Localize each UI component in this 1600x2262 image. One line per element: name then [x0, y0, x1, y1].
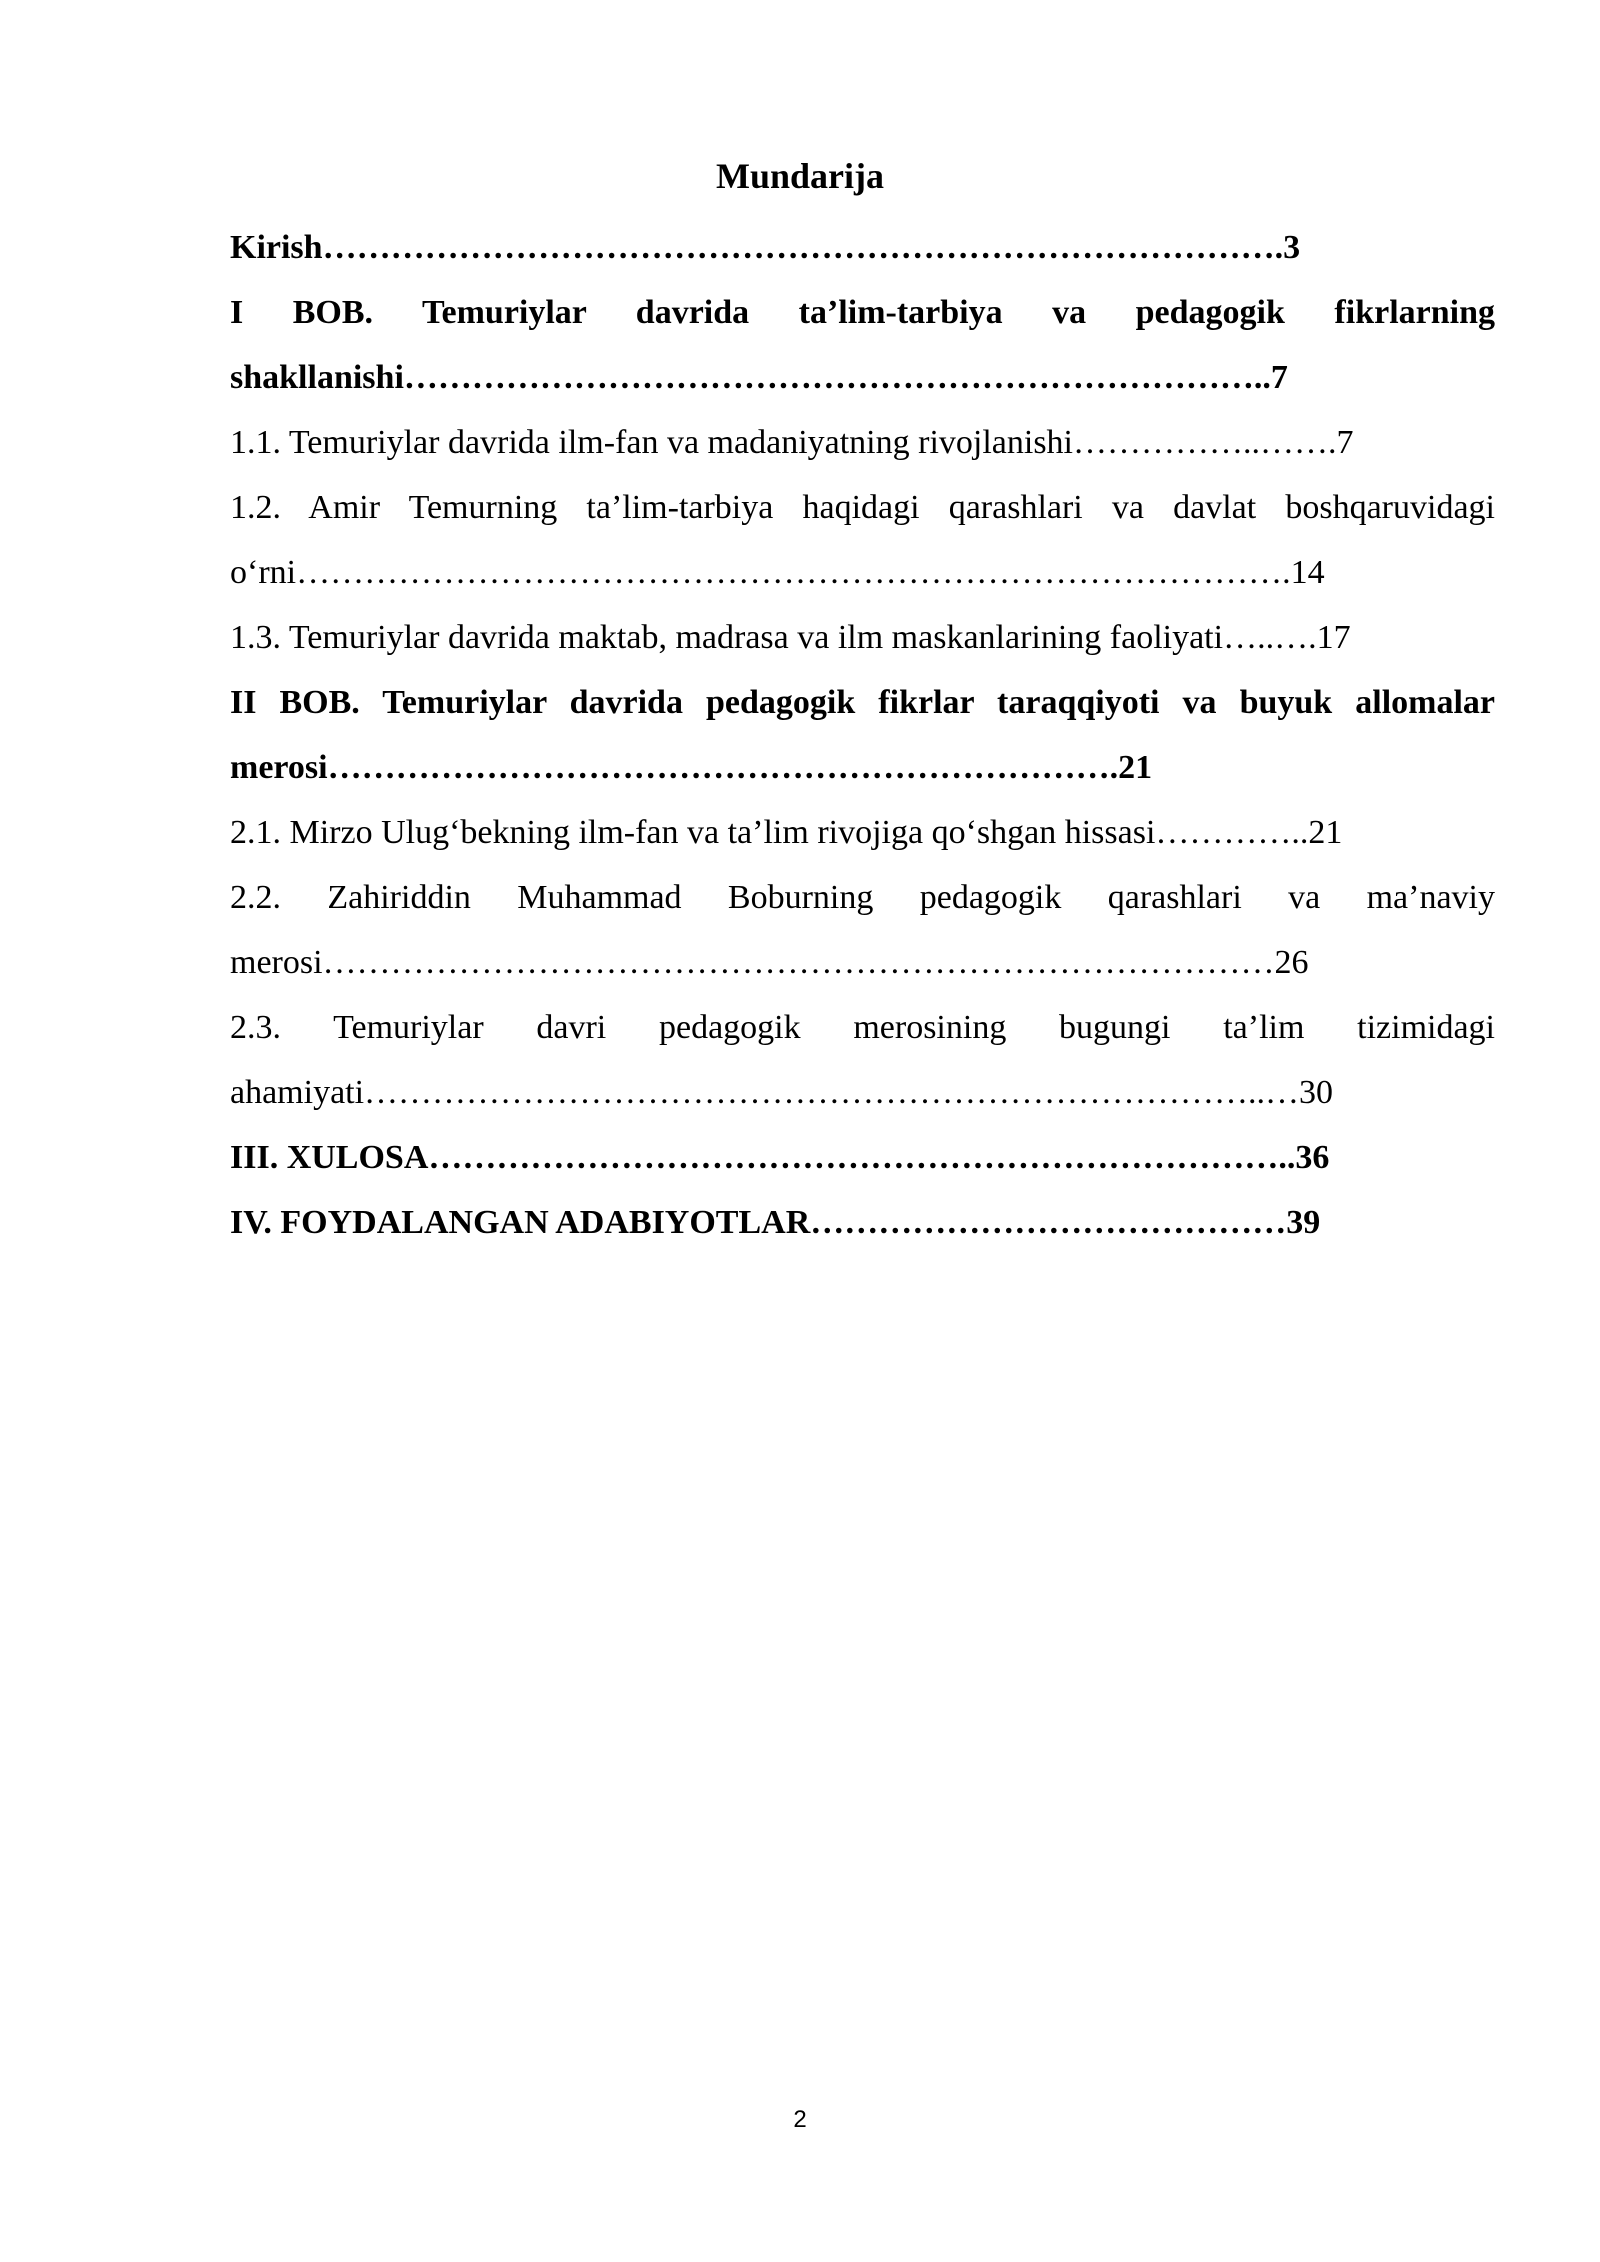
toc-line-references: IV. FOYDALANGAN ADABIYOTLAR……………………………………39	[230, 1204, 1321, 1241]
toc-line-section-1-2: 1.2. Amir Temurning ta’lim-tarbiya haqidagi qarashlari va davlat boshqaruvidagi	[230, 489, 1495, 526]
toc-line-section-1-3: 1.3. Temuriylar davrida maktab, madrasa va ilm maskanlarining faoliyati…..….17	[230, 619, 1351, 656]
toc-line-chapter-2-title: II BOB. Temuriylar davrida pedagogik fikrlar taraqqiyoti va buyuk allomalar	[230, 684, 1495, 721]
toc-line-section-2-2: 2.2. Zahiriddin Muhammad Boburning pedagogik qarashlari va ma’naviy	[230, 879, 1495, 916]
toc-line-section-2-3-cont: ahamiyati……………………………………………………………………..…30	[230, 1074, 1334, 1111]
toc-line-section-2-2-cont: merosi…………………………………………………………………………26	[230, 944, 1309, 981]
toc-line-section-1-2-cont: o‘rni…………………………………………………………………………….14	[230, 554, 1325, 591]
toc-line-section-2-1: 2.1. Mirzo Ulug‘bekning ilm-fan va ta’lim rivojiga qo‘shgan hissasi…………..21	[230, 814, 1343, 851]
toc-line-section-2-3: 2.3. Temuriylar davri pedagogik merosining bugungi ta’lim tizimidagi	[230, 1009, 1495, 1046]
toc-line-conclusion: III. XULOSA…………………………………………………………………..36	[230, 1139, 1330, 1176]
toc-line-introduction: Kirish………………………………………………………………………….3	[230, 229, 1301, 266]
table-of-contents	[230, 215, 1495, 1255]
page-number: 2	[793, 2106, 807, 2133]
toc-line-section-1-1: 1.1. Temuriylar davrida ilm-fan va madaniyatning rivojlanishi……………..…….7	[230, 424, 1354, 461]
toc-line-chapter-1-title: I BOB. Temuriylar davrida ta’lim-tarbiya va pedagogik fikrlarning	[230, 294, 1495, 331]
toc-line-chapter-2-title-cont: merosi…………………………………………………………….21	[230, 749, 1153, 786]
toc-line-chapter-1-title-cont: shakllanishi…………………………………………………………………..7	[230, 359, 1288, 396]
page-title: Mundarija	[715, 156, 884, 196]
